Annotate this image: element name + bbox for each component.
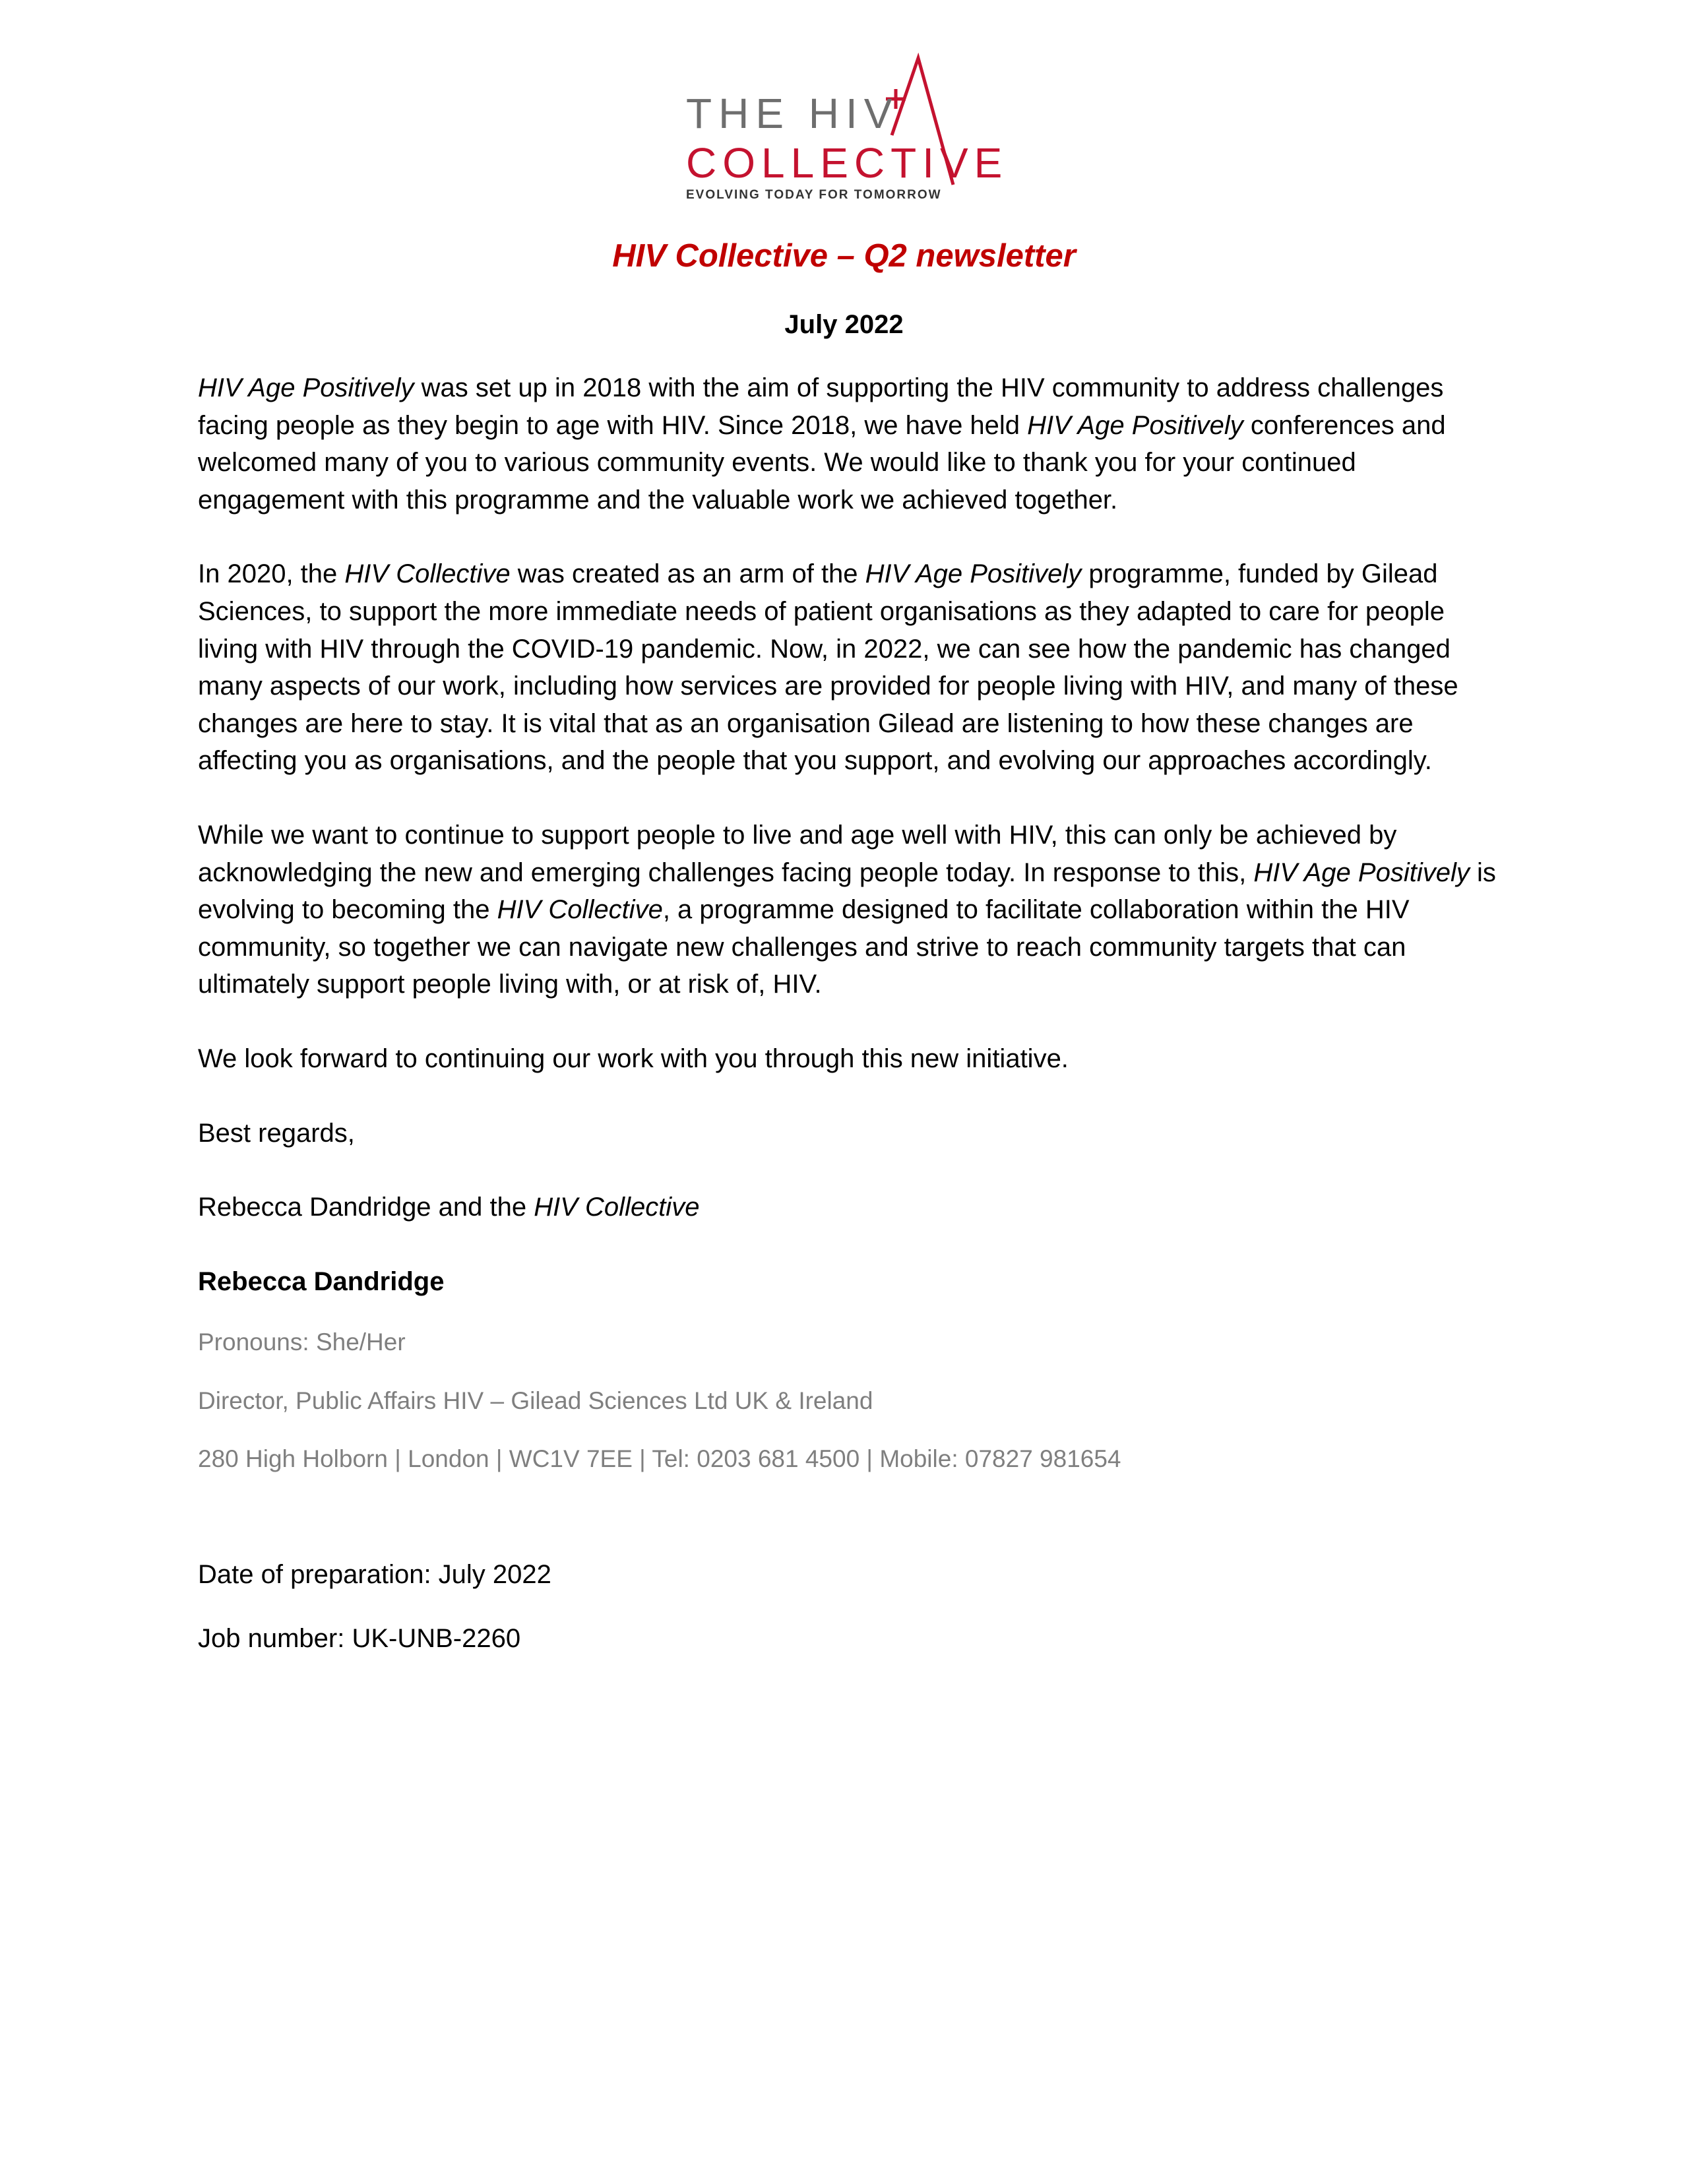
emphasis: HIV Collective [534,1193,700,1222]
emphasis: HIV Age Positively [1253,858,1470,887]
emphasis: HIV Age Positively [865,559,1082,589]
signoff [198,1189,1504,1226]
text: , a programme designed to facilitate collaboration within the HIV community, so together we can navigate new challenges and strive to reach community targets that can ultimately support people living with, or at risk of, HIV. [198,895,1410,999]
text: programme, funded by Gilead Sciences, to support the more immediate needs of patient organisations as they adapted to care for people living with HIV through the COVID-19 pandemic. Now, in 2022, we can see how the pandemic has changed many aspects of our work, including how services are provided for people living with HIV, and many of these changes are here to stay. It is vital that as an organisation Gilead are listening to how these changes are affecting you as organisations, and the people that you support, and evolving our approaches accordingly. [198,559,1458,776]
text: conferences and welcomed many of you to various community events. We would like to thank you for your continued engagement with this programme and the valuable work we achieved together. [198,410,1446,515]
emphasis: HIV Age Positively [198,373,414,402]
paragraph-2 [198,555,1504,780]
paragraph-3 [198,817,1504,1003]
text: is evolving to becoming the [198,858,1496,925]
emphasis: HIV Collective [344,559,511,589]
logo-line-2: COLLECTIVE [686,139,1009,187]
emphasis: HIV Age Positively [1027,410,1243,440]
text: In 2020, the [198,559,345,589]
paragraph-4: We look forward to continuing our work with you through this new initiative. [198,1044,1069,1073]
preparation-date: Date of preparation: July 2022 [198,1560,551,1590]
text: was created as an arm of the [510,559,865,589]
job-number: Job number: UK-UNB-2260 [198,1623,521,1653]
logo [686,53,1009,204]
closing: Best regards, [198,1118,355,1148]
signature-pronouns: Pronouns: She/Her [198,1328,406,1356]
signature-role: Director, Public Affairs HIV – Gilead Sciences Ltd UK & Ireland [198,1387,873,1414]
text: was set up in 2018 with the aim of supporting the HIV community to address challenges facing people as they begin to age with HIV. Since 2018, we have held [198,373,1444,440]
letter-body [198,369,1504,1694]
signature-contact: 280 High Holborn | London | WC1V 7EE | Tel: 0203 681 4500 | Mobile: 07827 981654 [198,1445,1121,1473]
text: Rebecca Dandridge and the [198,1193,534,1222]
logo-tagline: EVOLVING TODAY FOR TOMORROW [686,188,942,202]
signature-name: Rebecca Dandridge [198,1266,445,1296]
newsletter-date: July 2022 [784,310,904,339]
newsletter-title: HIV Collective – Q2 newsletter [612,238,1076,274]
emphasis: HIV Collective [497,895,663,925]
logo-line-1: THE HIV [686,90,899,137]
paragraph-1 [198,369,1504,518]
text: While we want to continue to support people to live and age well with HIV, this can only be achieved by acknowledging the new and emerging challenges facing people today. In response to this, [198,820,1397,887]
